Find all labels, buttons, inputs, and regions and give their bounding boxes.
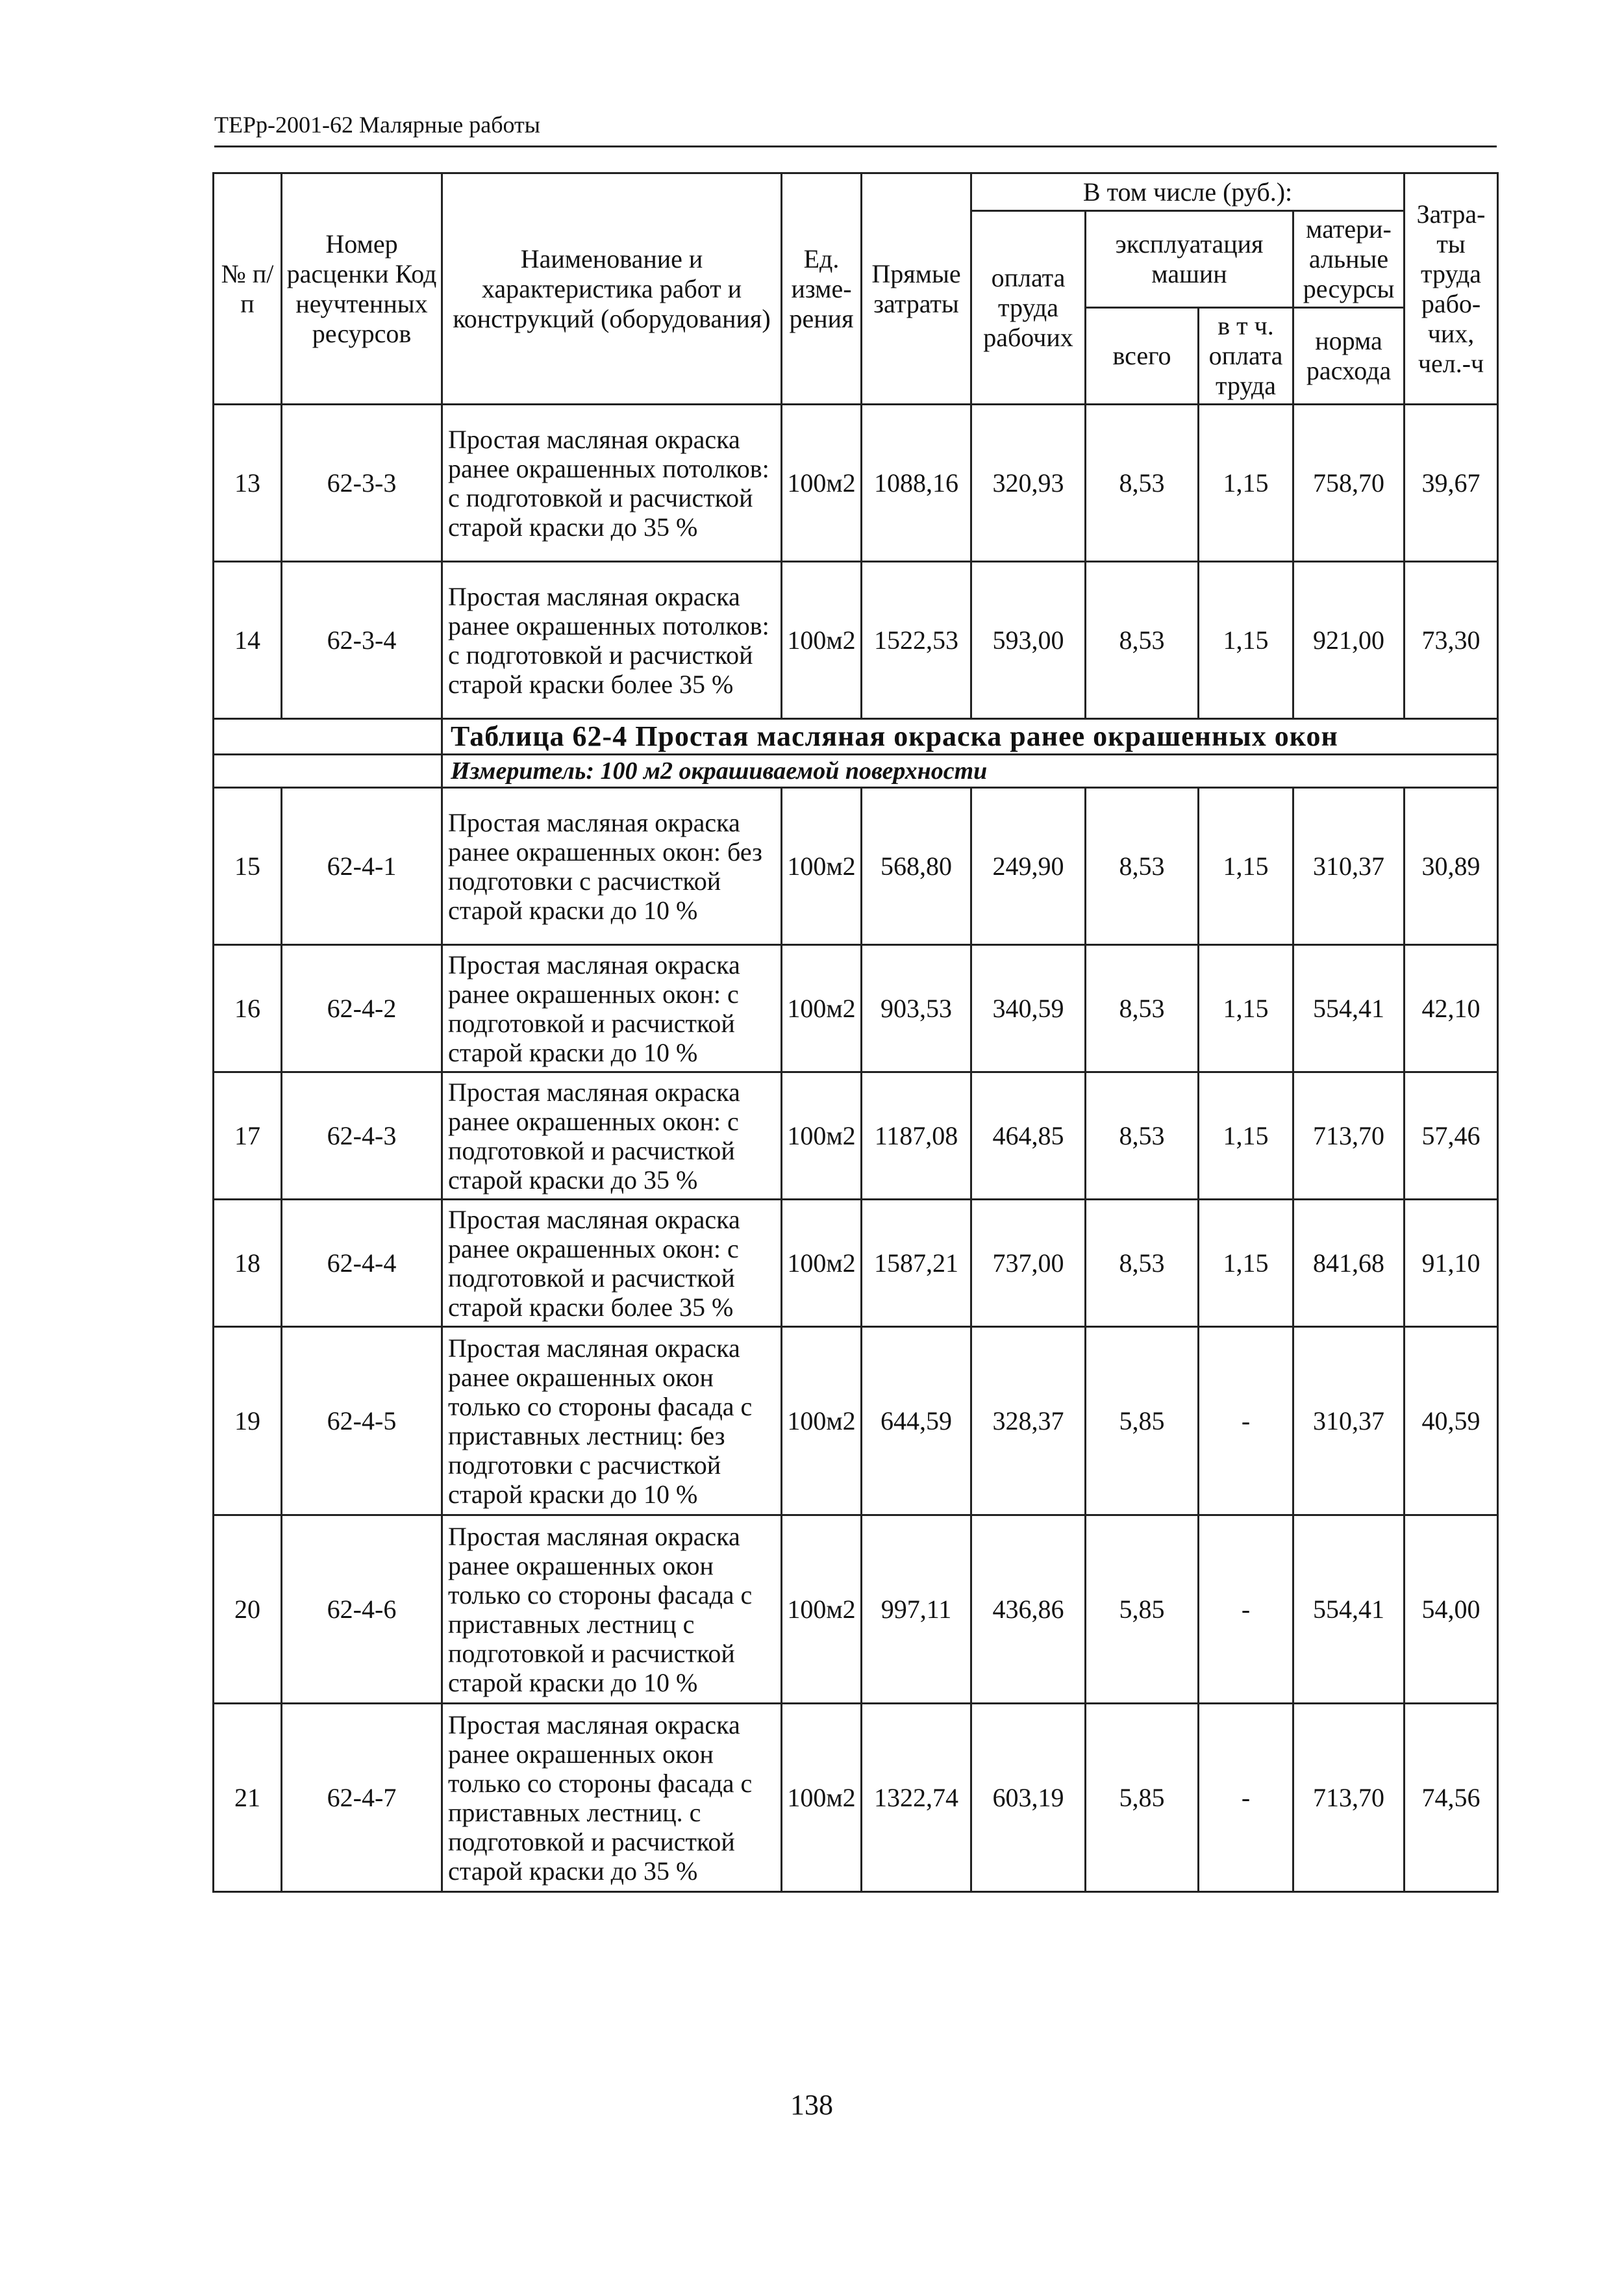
cell-direct: 903,53 bbox=[862, 945, 971, 1072]
col-header-machines: эксплуатация машин bbox=[1086, 211, 1293, 308]
cell-materials: 841,68 bbox=[1293, 1200, 1405, 1327]
cell-labor-pay: 593,00 bbox=[971, 562, 1086, 719]
section-unit-row bbox=[214, 755, 1498, 788]
cell-direct: 644,59 bbox=[862, 1327, 971, 1515]
cell-labor-pay: 603,19 bbox=[971, 1704, 1086, 1892]
col-header-machines-total: всего bbox=[1086, 308, 1199, 405]
cell-direct: 1322,74 bbox=[862, 1704, 971, 1892]
cell-num: 20 bbox=[214, 1515, 282, 1704]
table-row bbox=[214, 1200, 1498, 1327]
cell-materials: 554,41 bbox=[1293, 1515, 1405, 1704]
cell-machines-labor: - bbox=[1199, 1327, 1293, 1515]
col-header-code: Номер расценки Код неучтенных ресурсов bbox=[282, 173, 442, 405]
cell-unit: 100м2 bbox=[782, 1704, 862, 1892]
cell-machines-total: 5,85 bbox=[1086, 1327, 1199, 1515]
rates-table bbox=[212, 172, 1499, 1893]
cell-direct: 997,11 bbox=[862, 1515, 971, 1704]
cell-direct: 1522,53 bbox=[862, 562, 971, 719]
cell-materials: 310,37 bbox=[1293, 788, 1405, 945]
cell-machines-labor: - bbox=[1199, 1704, 1293, 1892]
cell-unit: 100м2 bbox=[782, 945, 862, 1072]
cell-direct: 1187,08 bbox=[862, 1072, 971, 1200]
cell-materials: 554,41 bbox=[1293, 945, 1405, 1072]
cell-labor-pay: 737,00 bbox=[971, 1200, 1086, 1327]
section-title-row bbox=[214, 719, 1498, 755]
cell-name: Простая масляная окраска ранее окрашенных потолков: с подготовкой и расчисткой старой краски более 35 % bbox=[442, 562, 782, 719]
cell-name: Простая масляная окраска ранее окрашенных окон: с подготовкой и расчисткой старой краски до 35 % bbox=[442, 1072, 782, 1200]
cell-num: 13 bbox=[214, 405, 282, 562]
cell-materials: 713,70 bbox=[1293, 1704, 1405, 1892]
cell-name: Простая масляная окраска ранее окрашенных окон только со стороны фасада с приставных лестниц с подготовкой и расчисткой старой краски до 10 % bbox=[442, 1515, 782, 1704]
cell-unit: 100м2 bbox=[782, 1200, 862, 1327]
cell-materials: 310,37 bbox=[1293, 1327, 1405, 1515]
col-header-materials: матери- альные ресурсы bbox=[1293, 211, 1405, 308]
cell-materials: 713,70 bbox=[1293, 1072, 1405, 1200]
cell-code: 62-3-4 bbox=[282, 562, 442, 719]
cell-name: Простая масляная окраска ранее окрашенных окон: с подготовкой и расчисткой старой краски до 10 % bbox=[442, 945, 782, 1072]
running-header: ТЕРр-2001-62 Малярные работы bbox=[214, 109, 1497, 147]
cell-machines-total: 8,53 bbox=[1086, 405, 1199, 562]
cell-labor-pay: 328,37 bbox=[971, 1327, 1086, 1515]
col-header-machines-labor: в т ч. оплата труда bbox=[1199, 308, 1293, 405]
cell-machines-total: 8,53 bbox=[1086, 1200, 1199, 1327]
cell-labor-cost: 73,30 bbox=[1405, 562, 1498, 719]
cell-direct: 1088,16 bbox=[862, 405, 971, 562]
cell-labor-cost: 74,56 bbox=[1405, 1704, 1498, 1892]
table-body bbox=[214, 405, 1498, 1892]
cell-direct: 568,80 bbox=[862, 788, 971, 945]
cell-unit: 100м2 bbox=[782, 1072, 862, 1200]
table-row bbox=[214, 1515, 1498, 1704]
cell-labor-pay: 464,85 bbox=[971, 1072, 1086, 1200]
cell-labor-cost: 40,59 bbox=[1405, 1327, 1498, 1515]
page-number: 138 bbox=[790, 2089, 833, 2121]
cell-num: 21 bbox=[214, 1704, 282, 1892]
table-row bbox=[214, 1327, 1498, 1515]
cell-code: 62-4-3 bbox=[282, 1072, 442, 1200]
cell-code: 62-3-3 bbox=[282, 405, 442, 562]
col-header-name: Наименование и характеристика работ и конструкций (оборудования) bbox=[442, 173, 782, 405]
section-spacer bbox=[214, 719, 442, 755]
cell-machines-total: 8,53 bbox=[1086, 1072, 1199, 1200]
cell-labor-pay: 320,93 bbox=[971, 405, 1086, 562]
cell-materials: 921,00 bbox=[1293, 562, 1405, 719]
cell-labor-pay: 340,59 bbox=[971, 945, 1086, 1072]
cell-name: Простая масляная окраска ранее окрашенных окон только со стороны фасада с приставных лестниц: без подготовки с расчисткой старой краски до 10 % bbox=[442, 1327, 782, 1515]
cell-code: 62-4-1 bbox=[282, 788, 442, 945]
cell-num: 15 bbox=[214, 788, 282, 945]
table-row bbox=[214, 562, 1498, 719]
col-header-labor-cost: Затра- ты труда рабо- чих, чел.-ч bbox=[1405, 173, 1498, 405]
cell-machines-labor: 1,15 bbox=[1199, 562, 1293, 719]
cell-machines-labor: 1,15 bbox=[1199, 945, 1293, 1072]
cell-unit: 100м2 bbox=[782, 788, 862, 945]
cell-name: Простая масляная окраска ранее окрашенных окон: с подготовкой и расчисткой старой краски более 35 % bbox=[442, 1200, 782, 1327]
cell-num: 17 bbox=[214, 1072, 282, 1200]
col-header-direct: Прямые затраты bbox=[862, 173, 971, 405]
cell-name: Простая масляная окраска ранее окрашенных потолков: с подготовкой и расчисткой старой краски до 35 % bbox=[442, 405, 782, 562]
cell-machines-labor: - bbox=[1199, 1515, 1293, 1704]
col-header-materials-norm: норма расхода bbox=[1293, 308, 1405, 405]
section-spacer bbox=[214, 755, 442, 788]
cell-labor-cost: 39,67 bbox=[1405, 405, 1498, 562]
cell-machines-total: 8,53 bbox=[1086, 562, 1199, 719]
cell-labor-cost: 30,89 bbox=[1405, 788, 1498, 945]
cell-code: 62-4-5 bbox=[282, 1327, 442, 1515]
cell-labor-cost: 42,10 bbox=[1405, 945, 1498, 1072]
cell-machines-total: 5,85 bbox=[1086, 1704, 1199, 1892]
table-row bbox=[214, 1704, 1498, 1892]
col-header-num: № п/п bbox=[214, 173, 282, 405]
cell-code: 62-4-4 bbox=[282, 1200, 442, 1327]
col-header-unit: Ед. изме- рения bbox=[782, 173, 862, 405]
table-row bbox=[214, 405, 1498, 562]
cell-code: 62-4-7 bbox=[282, 1704, 442, 1892]
cell-machines-total: 8,53 bbox=[1086, 945, 1199, 1072]
cell-unit: 100м2 bbox=[782, 405, 862, 562]
cell-name: Простая масляная окраска ранее окрашенных окон: без подготовки с расчисткой старой краски до 10 % bbox=[442, 788, 782, 945]
table-header bbox=[214, 173, 1498, 405]
cell-machines-labor: 1,15 bbox=[1199, 1072, 1293, 1200]
col-header-labor-pay: оплата труда рабочих bbox=[971, 211, 1086, 405]
cell-num: 18 bbox=[214, 1200, 282, 1327]
cell-unit: 100м2 bbox=[782, 562, 862, 719]
section-unit: Измеритель: 100 м2 окрашиваемой поверхности bbox=[442, 755, 1498, 788]
cell-materials: 758,70 bbox=[1293, 405, 1405, 562]
table-row bbox=[214, 788, 1498, 945]
cell-code: 62-4-2 bbox=[282, 945, 442, 1072]
table-row bbox=[214, 1072, 1498, 1200]
cell-labor-cost: 54,00 bbox=[1405, 1515, 1498, 1704]
cell-machines-labor: 1,15 bbox=[1199, 1200, 1293, 1327]
cell-machines-total: 8,53 bbox=[1086, 788, 1199, 945]
cell-labor-cost: 91,10 bbox=[1405, 1200, 1498, 1327]
cell-code: 62-4-6 bbox=[282, 1515, 442, 1704]
cell-labor-cost: 57,46 bbox=[1405, 1072, 1498, 1200]
cell-labor-pay: 436,86 bbox=[971, 1515, 1086, 1704]
section-title: Таблица 62-4 Простая масляная окраска ранее окрашенных окон bbox=[442, 719, 1498, 755]
cell-direct: 1587,21 bbox=[862, 1200, 971, 1327]
cell-num: 16 bbox=[214, 945, 282, 1072]
cell-machines-labor: 1,15 bbox=[1199, 788, 1293, 945]
table-row bbox=[214, 945, 1498, 1072]
cell-machines-labor: 1,15 bbox=[1199, 405, 1293, 562]
cell-unit: 100м2 bbox=[782, 1327, 862, 1515]
col-header-including: В том числе (руб.): bbox=[971, 173, 1405, 211]
cell-unit: 100м2 bbox=[782, 1515, 862, 1704]
cell-num: 14 bbox=[214, 562, 282, 719]
cell-name: Простая масляная окраска ранее окрашенных окон только со стороны фасада с приставных лестниц. с подготовкой и расчисткой старой краски до 35 % bbox=[442, 1704, 782, 1892]
cell-num: 19 bbox=[214, 1327, 282, 1515]
cell-labor-pay: 249,90 bbox=[971, 788, 1086, 945]
cell-machines-total: 5,85 bbox=[1086, 1515, 1199, 1704]
